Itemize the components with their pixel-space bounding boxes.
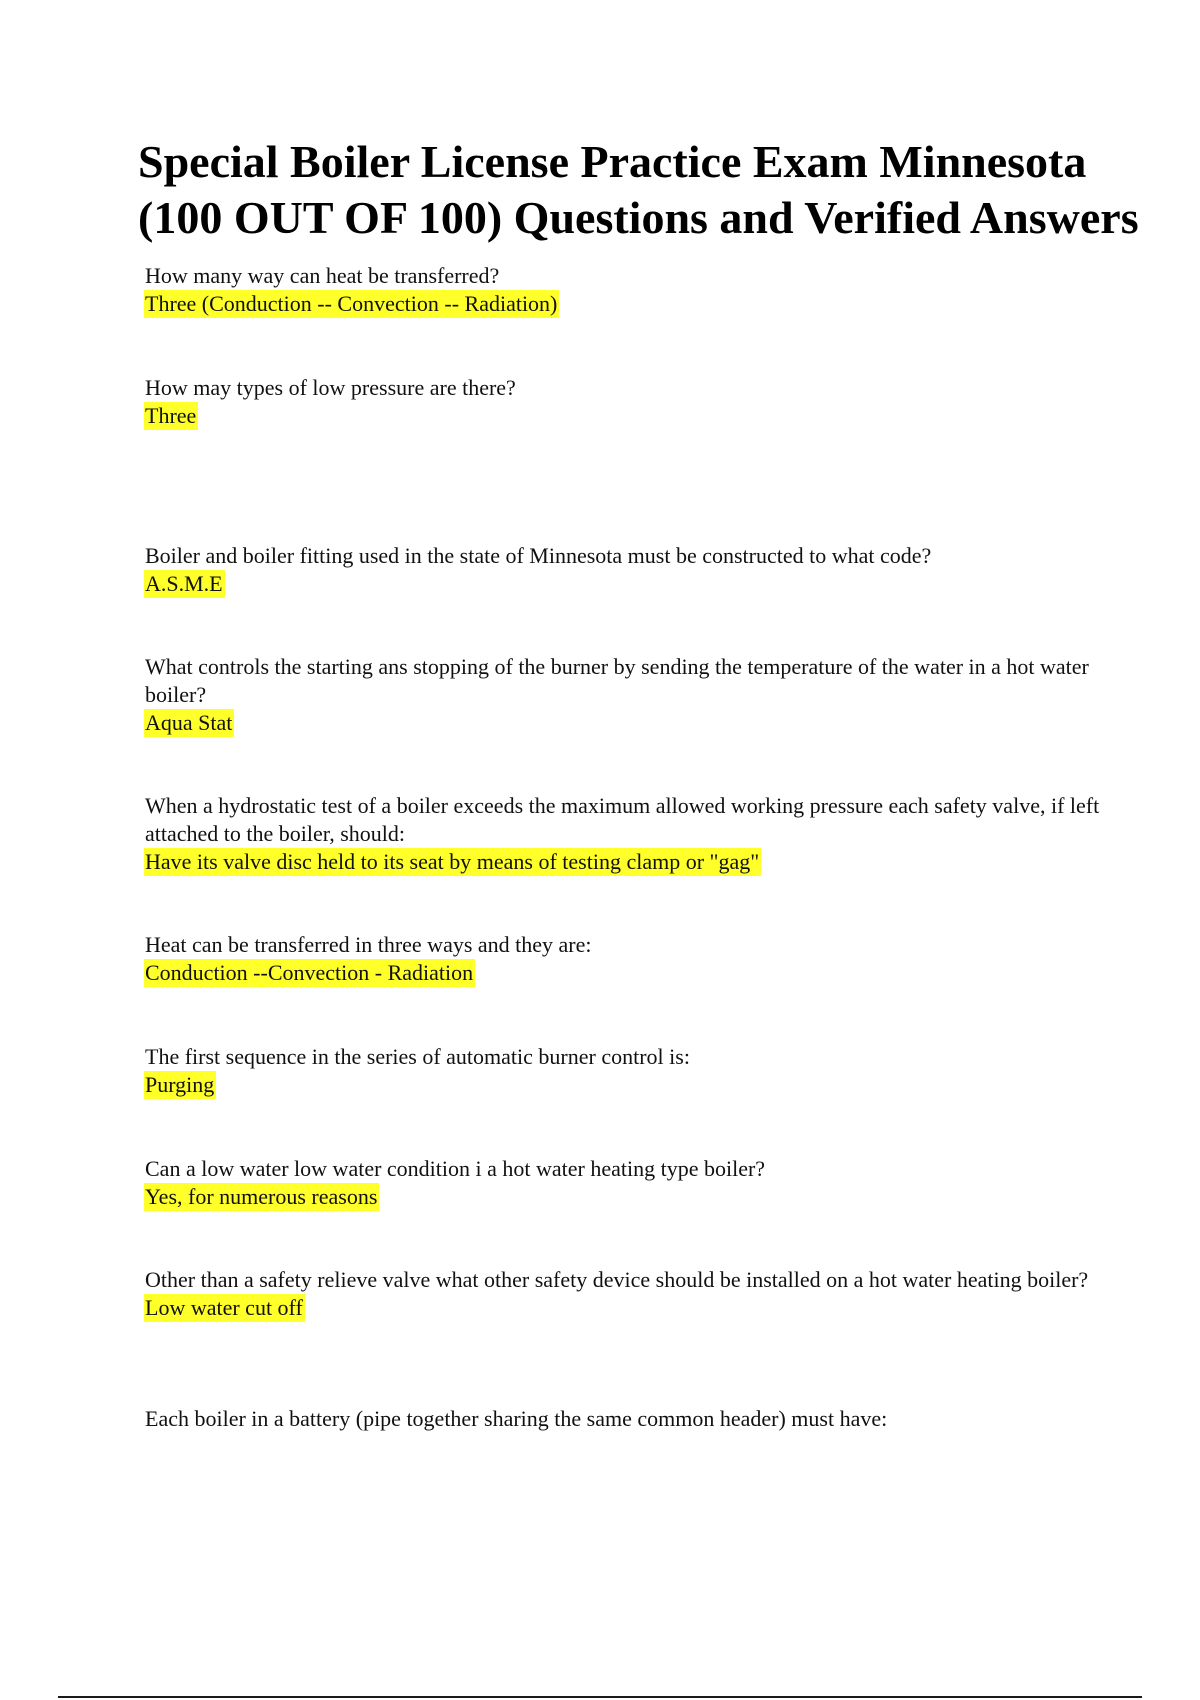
qa-item (145, 931, 1105, 987)
question-text: Each boiler in a battery (pipe together sharing the same common header) must have: (145, 1406, 888, 1431)
qa-item (145, 792, 1105, 876)
question-text: What controls the starting ans stopping of the burner by sending the temperature of the water in a hot water boiler? (145, 654, 1089, 707)
question-text: The first sequence in the series of automatic burner control is: (145, 1044, 690, 1069)
answer-highlight: Yes, for numerous reasons (145, 1184, 378, 1209)
question-text: Can a low water low water condition i a hot water heating type boiler? (145, 1156, 766, 1181)
question-text: How may types of low pressure are there? (145, 375, 516, 400)
question-text: Other than a safety relieve valve what other safety device should be installed on a hot water heating boiler? (145, 1267, 1089, 1292)
title-line-2: (100 OUT OF 100) Questions and Verified Answers (138, 192, 1139, 243)
question-text: When a hydrostatic test of a boiler exceeds the maximum allowed working pressure each safety valve, if left attached to the boiler, should: (145, 793, 1100, 846)
qa-item (145, 542, 1105, 598)
title-line-1: Special Boiler License Practice Exam Minnesota (138, 136, 1087, 187)
answer-highlight: Conduction --Convection - Radiation (145, 960, 474, 985)
answer-highlight: Three (Conduction -- Convection -- Radiation) (145, 291, 558, 316)
answer-highlight: Aqua Stat (145, 710, 233, 735)
page-bottom-rule (58, 1696, 1142, 1698)
qa-item (145, 262, 1105, 318)
qa-item (145, 1043, 1105, 1099)
answer-highlight: Three (145, 403, 197, 428)
question-text: Boiler and boiler fitting used in the state of Minnesota must be constructed to what code? (145, 543, 932, 568)
document-title (138, 134, 1139, 246)
answer-highlight: A.S.M.E (145, 571, 223, 596)
qa-item (145, 1155, 1105, 1211)
qa-item (145, 1405, 1105, 1433)
qa-item (145, 374, 1105, 430)
answer-highlight: Purging (145, 1072, 215, 1097)
qa-item (145, 1266, 1105, 1322)
answer-highlight: Low water cut off (145, 1295, 303, 1320)
qa-item (145, 653, 1105, 737)
question-text: How many way can heat be transferred? (145, 263, 500, 288)
answer-highlight: Have its valve disc held to its seat by means of testing clamp or "gag" (145, 849, 760, 874)
question-text: Heat can be transferred in three ways and they are: (145, 932, 592, 957)
